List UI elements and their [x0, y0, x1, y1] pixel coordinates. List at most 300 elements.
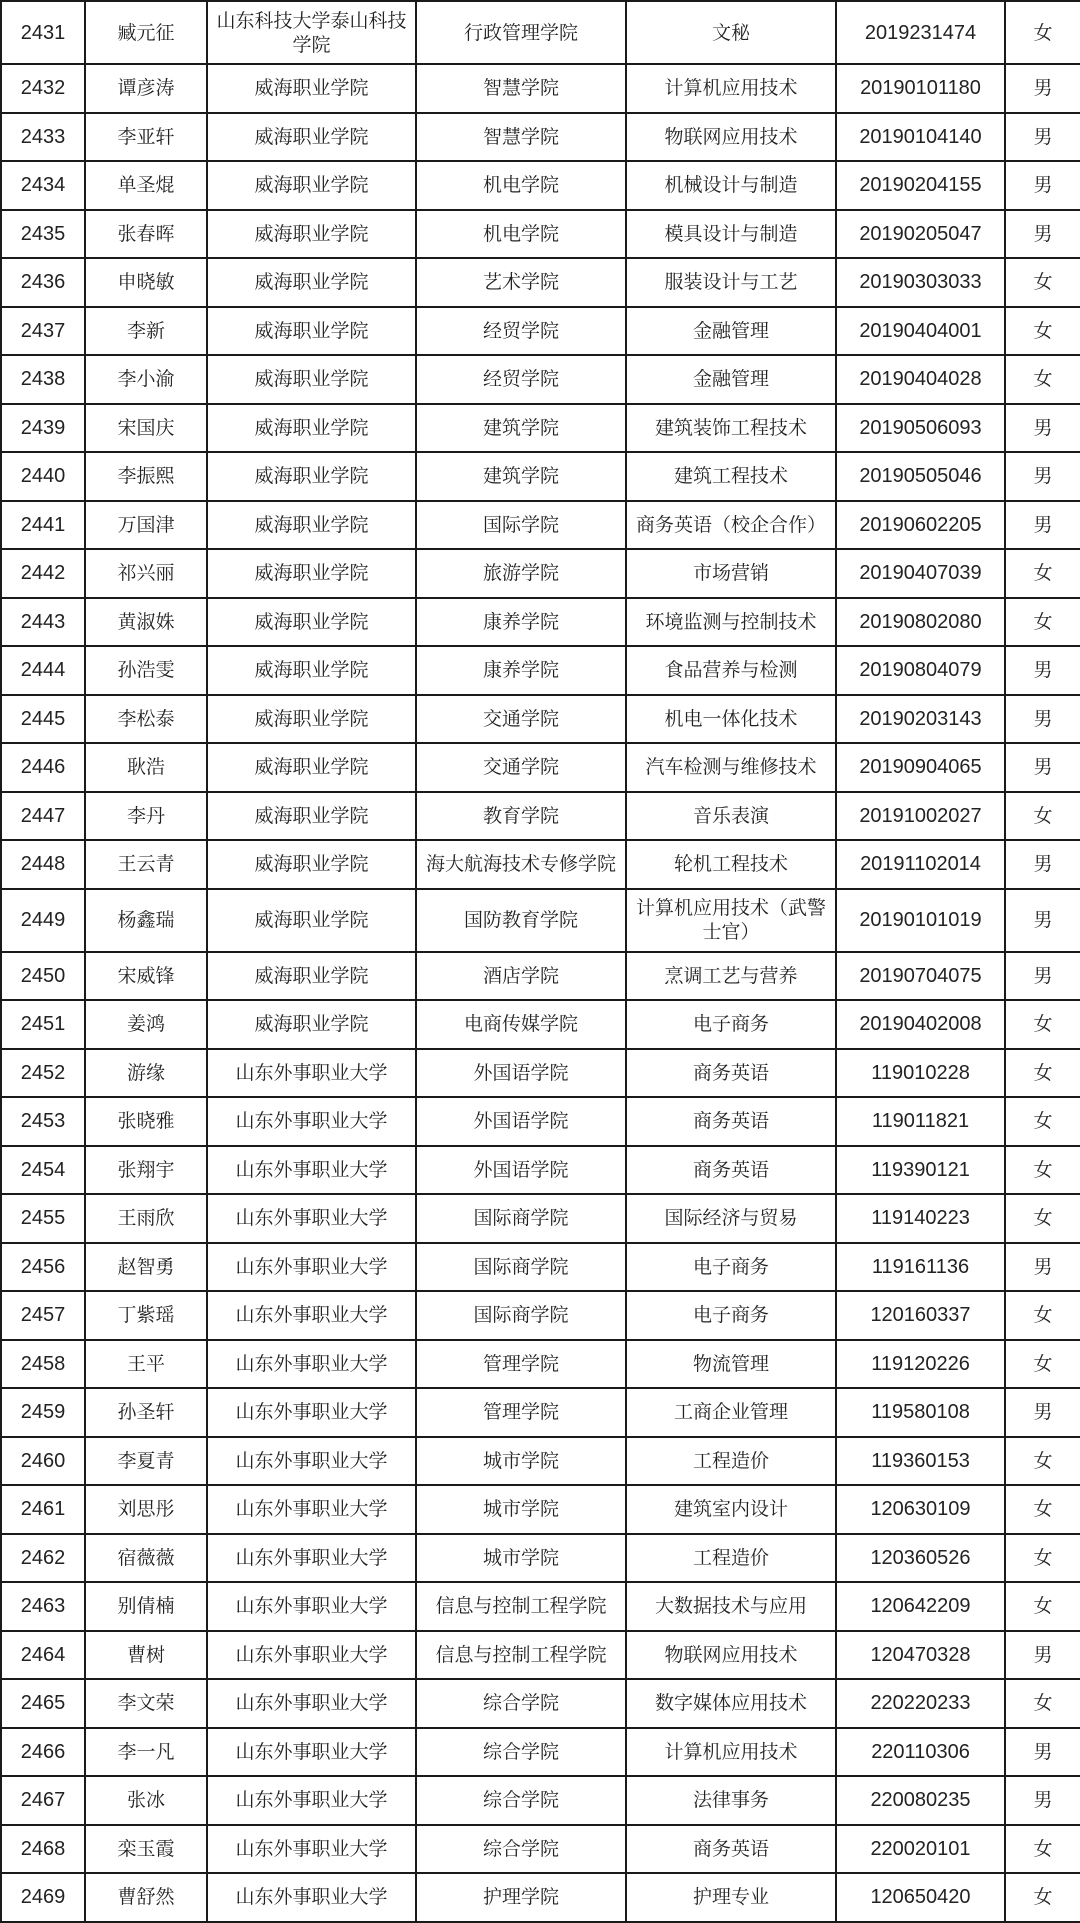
student-id-cell: 20190802080 — [836, 598, 1005, 647]
student-id-cell: 120642209 — [836, 1582, 1005, 1631]
major-name-cell: 电子商务 — [626, 1243, 836, 1292]
gender-cell: 男 — [1005, 889, 1080, 952]
major-name-cell: 大数据技术与应用 — [626, 1582, 836, 1631]
table-row — [1, 1485, 1080, 1534]
table-row — [1, 646, 1080, 695]
row-number-cell: 2466 — [1, 1728, 85, 1777]
student-id-cell: 119120226 — [836, 1340, 1005, 1389]
row-number-cell: 2444 — [1, 646, 85, 695]
row-number-cell: 2457 — [1, 1291, 85, 1340]
college-name-cell: 经贸学院 — [416, 307, 626, 356]
gender-cell: 女 — [1005, 258, 1080, 307]
table-row — [1, 355, 1080, 404]
major-name-cell: 计算机应用技术（武警士官） — [626, 889, 836, 952]
gender-cell: 男 — [1005, 743, 1080, 792]
student-id-cell: 119360153 — [836, 1437, 1005, 1486]
student-name-cell: 赵智勇 — [85, 1243, 207, 1292]
college-name-cell: 综合学院 — [416, 1776, 626, 1825]
student-id-cell: 20190204155 — [836, 161, 1005, 210]
gender-cell: 男 — [1005, 161, 1080, 210]
student-id-cell: 120360526 — [836, 1534, 1005, 1583]
gender-cell: 男 — [1005, 501, 1080, 550]
table-row — [1, 840, 1080, 889]
table-row — [1, 1291, 1080, 1340]
table-row — [1, 889, 1080, 952]
school-name-cell: 威海职业学院 — [207, 792, 416, 841]
student-name-cell: 李亚轩 — [85, 113, 207, 162]
student-name-cell: 李夏青 — [85, 1437, 207, 1486]
college-name-cell: 海大航海技术专修学院 — [416, 840, 626, 889]
major-name-cell: 商务英语（校企合作） — [626, 501, 836, 550]
gender-cell: 女 — [1005, 549, 1080, 598]
student-name-cell: 游缘 — [85, 1049, 207, 1098]
student-id-cell: 20190804079 — [836, 646, 1005, 695]
student-id-cell: 20190404028 — [836, 355, 1005, 404]
gender-cell: 男 — [1005, 646, 1080, 695]
table-row — [1, 1388, 1080, 1437]
school-name-cell: 山东外事职业大学 — [207, 1728, 416, 1777]
table-row — [1, 1243, 1080, 1292]
row-number-cell: 2463 — [1, 1582, 85, 1631]
college-name-cell: 经贸学院 — [416, 355, 626, 404]
table-row — [1, 743, 1080, 792]
college-name-cell: 管理学院 — [416, 1340, 626, 1389]
gender-cell: 男 — [1005, 404, 1080, 453]
major-name-cell: 物联网应用技术 — [626, 1631, 836, 1680]
student-id-cell: 119011821 — [836, 1097, 1005, 1146]
table-row — [1, 258, 1080, 307]
student-name-cell: 张冰 — [85, 1776, 207, 1825]
gender-cell: 男 — [1005, 452, 1080, 501]
gender-cell: 女 — [1005, 1437, 1080, 1486]
row-number-cell: 2443 — [1, 598, 85, 647]
major-name-cell: 建筑工程技术 — [626, 452, 836, 501]
row-number-cell: 2441 — [1, 501, 85, 550]
college-name-cell: 城市学院 — [416, 1437, 626, 1486]
student-id-cell: 120160337 — [836, 1291, 1005, 1340]
row-number-cell: 2435 — [1, 210, 85, 259]
row-number-cell: 2445 — [1, 695, 85, 744]
student-name-cell: 孙圣轩 — [85, 1388, 207, 1437]
table-row — [1, 695, 1080, 744]
row-number-cell: 2453 — [1, 1097, 85, 1146]
student-id-cell: 220110306 — [836, 1728, 1005, 1777]
student-name-cell: 李新 — [85, 307, 207, 356]
major-name-cell: 计算机应用技术 — [626, 64, 836, 113]
college-name-cell: 行政管理学院 — [416, 1, 626, 64]
row-number-cell: 2469 — [1, 1873, 85, 1922]
row-number-cell: 2460 — [1, 1437, 85, 1486]
student-name-cell: 黄淑姝 — [85, 598, 207, 647]
table-row — [1, 64, 1080, 113]
school-name-cell: 威海职业学院 — [207, 355, 416, 404]
gender-cell: 女 — [1005, 1582, 1080, 1631]
school-name-cell: 威海职业学院 — [207, 258, 416, 307]
gender-cell: 女 — [1005, 1534, 1080, 1583]
row-number-cell: 2449 — [1, 889, 85, 952]
student-name-cell: 申晓敏 — [85, 258, 207, 307]
student-name-cell: 臧元征 — [85, 1, 207, 64]
gender-cell: 女 — [1005, 1825, 1080, 1874]
student-name-cell: 曹树 — [85, 1631, 207, 1680]
college-name-cell: 外国语学院 — [416, 1146, 626, 1195]
gender-cell: 男 — [1005, 1728, 1080, 1777]
college-name-cell: 康养学院 — [416, 598, 626, 647]
gender-cell: 男 — [1005, 1243, 1080, 1292]
student-name-cell: 耿浩 — [85, 743, 207, 792]
table-row — [1, 1, 1080, 64]
student-id-cell: 220080235 — [836, 1776, 1005, 1825]
gender-cell: 女 — [1005, 355, 1080, 404]
student-id-cell: 220220233 — [836, 1679, 1005, 1728]
school-name-cell: 威海职业学院 — [207, 646, 416, 695]
school-name-cell: 威海职业学院 — [207, 889, 416, 952]
student-id-cell: 220020101 — [836, 1825, 1005, 1874]
row-number-cell: 2433 — [1, 113, 85, 162]
row-number-cell: 2461 — [1, 1485, 85, 1534]
row-number-cell: 2437 — [1, 307, 85, 356]
table-row — [1, 1631, 1080, 1680]
student-id-cell: 20190602205 — [836, 501, 1005, 550]
school-name-cell: 山东外事职业大学 — [207, 1146, 416, 1195]
table-row — [1, 792, 1080, 841]
table-row — [1, 1146, 1080, 1195]
student-name-cell: 王雨欣 — [85, 1194, 207, 1243]
student-id-cell: 2019231474 — [836, 1, 1005, 64]
major-name-cell: 护理专业 — [626, 1873, 836, 1922]
college-name-cell: 城市学院 — [416, 1534, 626, 1583]
major-name-cell: 商务英语 — [626, 1049, 836, 1098]
student-id-cell: 119390121 — [836, 1146, 1005, 1195]
major-name-cell: 金融管理 — [626, 307, 836, 356]
row-number-cell: 2468 — [1, 1825, 85, 1874]
student-name-cell: 王云青 — [85, 840, 207, 889]
table-row — [1, 1776, 1080, 1825]
student-id-cell: 20190904065 — [836, 743, 1005, 792]
major-name-cell: 文秘 — [626, 1, 836, 64]
school-name-cell: 山东外事职业大学 — [207, 1340, 416, 1389]
table-row — [1, 1582, 1080, 1631]
school-name-cell: 威海职业学院 — [207, 743, 416, 792]
student-name-cell: 李松泰 — [85, 695, 207, 744]
gender-cell: 女 — [1005, 1097, 1080, 1146]
row-number-cell: 2458 — [1, 1340, 85, 1389]
row-number-cell: 2438 — [1, 355, 85, 404]
student-name-cell: 李小渝 — [85, 355, 207, 404]
student-id-cell: 20190101019 — [836, 889, 1005, 952]
student-name-cell: 李丹 — [85, 792, 207, 841]
college-name-cell: 交通学院 — [416, 695, 626, 744]
row-number-cell: 2448 — [1, 840, 85, 889]
gender-cell: 男 — [1005, 1776, 1080, 1825]
school-name-cell: 山东外事职业大学 — [207, 1873, 416, 1922]
major-name-cell: 商务英语 — [626, 1825, 836, 1874]
gender-cell: 男 — [1005, 840, 1080, 889]
major-name-cell: 食品营养与检测 — [626, 646, 836, 695]
major-name-cell: 服装设计与工艺 — [626, 258, 836, 307]
major-name-cell: 电子商务 — [626, 1000, 836, 1049]
gender-cell: 男 — [1005, 695, 1080, 744]
college-name-cell: 综合学院 — [416, 1728, 626, 1777]
student-name-cell: 丁紫瑶 — [85, 1291, 207, 1340]
school-name-cell: 威海职业学院 — [207, 952, 416, 1001]
table-row — [1, 1873, 1080, 1922]
student-name-cell: 李一凡 — [85, 1728, 207, 1777]
student-id-cell: 120630109 — [836, 1485, 1005, 1534]
table-row — [1, 549, 1080, 598]
student-name-cell: 李文荣 — [85, 1679, 207, 1728]
student-id-cell: 20190104140 — [836, 113, 1005, 162]
school-name-cell: 威海职业学院 — [207, 210, 416, 259]
school-name-cell: 山东外事职业大学 — [207, 1825, 416, 1874]
student-name-cell: 王平 — [85, 1340, 207, 1389]
table-row — [1, 1534, 1080, 1583]
student-id-cell: 20190205047 — [836, 210, 1005, 259]
gender-cell: 女 — [1005, 1146, 1080, 1195]
table-row — [1, 161, 1080, 210]
school-name-cell: 山东外事职业大学 — [207, 1243, 416, 1292]
row-number-cell: 2442 — [1, 549, 85, 598]
school-name-cell: 威海职业学院 — [207, 1000, 416, 1049]
gender-cell: 男 — [1005, 952, 1080, 1001]
row-number-cell: 2454 — [1, 1146, 85, 1195]
school-name-cell: 山东外事职业大学 — [207, 1194, 416, 1243]
gender-cell: 男 — [1005, 64, 1080, 113]
college-name-cell: 外国语学院 — [416, 1049, 626, 1098]
student-name-cell: 杨鑫瑞 — [85, 889, 207, 952]
college-name-cell: 酒店学院 — [416, 952, 626, 1001]
school-name-cell: 威海职业学院 — [207, 452, 416, 501]
college-name-cell: 国防教育学院 — [416, 889, 626, 952]
gender-cell: 女 — [1005, 1000, 1080, 1049]
row-number-cell: 2432 — [1, 64, 85, 113]
major-name-cell: 工程造价 — [626, 1534, 836, 1583]
gender-cell: 女 — [1005, 1873, 1080, 1922]
gender-cell: 女 — [1005, 307, 1080, 356]
major-name-cell: 商务英语 — [626, 1097, 836, 1146]
student-id-cell: 20190505046 — [836, 452, 1005, 501]
table-row — [1, 501, 1080, 550]
major-name-cell: 音乐表演 — [626, 792, 836, 841]
college-name-cell: 国际学院 — [416, 501, 626, 550]
major-name-cell: 国际经济与贸易 — [626, 1194, 836, 1243]
student-name-cell: 张春晖 — [85, 210, 207, 259]
row-number-cell: 2451 — [1, 1000, 85, 1049]
student-name-cell: 栾玉霞 — [85, 1825, 207, 1874]
college-name-cell: 康养学院 — [416, 646, 626, 695]
college-name-cell: 管理学院 — [416, 1388, 626, 1437]
student-id-cell: 20190404001 — [836, 307, 1005, 356]
major-name-cell: 电子商务 — [626, 1291, 836, 1340]
student-id-cell: 20190506093 — [836, 404, 1005, 453]
major-name-cell: 物流管理 — [626, 1340, 836, 1389]
school-name-cell: 山东外事职业大学 — [207, 1631, 416, 1680]
student-name-cell: 宋威锋 — [85, 952, 207, 1001]
college-name-cell: 艺术学院 — [416, 258, 626, 307]
table-row — [1, 1049, 1080, 1098]
college-name-cell: 建筑学院 — [416, 404, 626, 453]
college-name-cell: 城市学院 — [416, 1485, 626, 1534]
table-row — [1, 307, 1080, 356]
major-name-cell: 金融管理 — [626, 355, 836, 404]
major-name-cell: 建筑室内设计 — [626, 1485, 836, 1534]
row-number-cell: 2455 — [1, 1194, 85, 1243]
college-name-cell: 机电学院 — [416, 161, 626, 210]
table-row — [1, 1340, 1080, 1389]
student-name-cell: 李振熙 — [85, 452, 207, 501]
major-name-cell: 烹调工艺与营养 — [626, 952, 836, 1001]
school-name-cell: 山东科技大学泰山科技学院 — [207, 1, 416, 64]
college-name-cell: 交通学院 — [416, 743, 626, 792]
student-id-cell: 20190203143 — [836, 695, 1005, 744]
student-name-cell: 张晓雅 — [85, 1097, 207, 1146]
major-name-cell: 数字媒体应用技术 — [626, 1679, 836, 1728]
student-name-cell: 曹舒然 — [85, 1873, 207, 1922]
row-number-cell: 2436 — [1, 258, 85, 307]
college-name-cell: 国际商学院 — [416, 1194, 626, 1243]
school-name-cell: 山东外事职业大学 — [207, 1679, 416, 1728]
row-number-cell: 2450 — [1, 952, 85, 1001]
student-id-cell: 20191102014 — [836, 840, 1005, 889]
student-id-cell: 119161136 — [836, 1243, 1005, 1292]
row-number-cell: 2446 — [1, 743, 85, 792]
table-row — [1, 1728, 1080, 1777]
student-name-cell: 单圣焜 — [85, 161, 207, 210]
major-name-cell: 建筑装饰工程技术 — [626, 404, 836, 453]
student-name-cell: 万国津 — [85, 501, 207, 550]
major-name-cell: 法律事务 — [626, 1776, 836, 1825]
table-row — [1, 952, 1080, 1001]
major-name-cell: 机电一体化技术 — [626, 695, 836, 744]
row-number-cell: 2439 — [1, 404, 85, 453]
college-name-cell: 国际商学院 — [416, 1243, 626, 1292]
school-name-cell: 山东外事职业大学 — [207, 1388, 416, 1437]
student-name-cell: 宋国庆 — [85, 404, 207, 453]
gender-cell: 女 — [1005, 1194, 1080, 1243]
table-row — [1, 404, 1080, 453]
school-name-cell: 威海职业学院 — [207, 598, 416, 647]
major-name-cell: 物联网应用技术 — [626, 113, 836, 162]
major-name-cell: 工商企业管理 — [626, 1388, 836, 1437]
school-name-cell: 威海职业学院 — [207, 64, 416, 113]
student-name-cell: 别倩楠 — [85, 1582, 207, 1631]
school-name-cell: 山东外事职业大学 — [207, 1534, 416, 1583]
school-name-cell: 山东外事职业大学 — [207, 1776, 416, 1825]
college-name-cell: 综合学院 — [416, 1825, 626, 1874]
student-name-cell: 张翔宇 — [85, 1146, 207, 1195]
table-row — [1, 1437, 1080, 1486]
row-number-cell: 2464 — [1, 1631, 85, 1680]
row-number-cell: 2462 — [1, 1534, 85, 1583]
college-name-cell: 教育学院 — [416, 792, 626, 841]
college-name-cell: 外国语学院 — [416, 1097, 626, 1146]
student-name-cell: 祁兴丽 — [85, 549, 207, 598]
major-name-cell: 轮机工程技术 — [626, 840, 836, 889]
college-name-cell: 建筑学院 — [416, 452, 626, 501]
college-name-cell: 国际商学院 — [416, 1291, 626, 1340]
gender-cell: 女 — [1005, 1340, 1080, 1389]
student-id-cell: 20191002027 — [836, 792, 1005, 841]
school-name-cell: 山东外事职业大学 — [207, 1097, 416, 1146]
college-name-cell: 信息与控制工程学院 — [416, 1582, 626, 1631]
major-name-cell: 汽车检测与维修技术 — [626, 743, 836, 792]
table-row — [1, 1679, 1080, 1728]
major-name-cell: 工程造价 — [626, 1437, 836, 1486]
table-row — [1, 598, 1080, 647]
table-row — [1, 1000, 1080, 1049]
school-name-cell: 威海职业学院 — [207, 549, 416, 598]
student-id-cell: 20190407039 — [836, 549, 1005, 598]
school-name-cell: 山东外事职业大学 — [207, 1291, 416, 1340]
school-name-cell: 威海职业学院 — [207, 404, 416, 453]
student-id-cell: 119010228 — [836, 1049, 1005, 1098]
row-number-cell: 2467 — [1, 1776, 85, 1825]
table-row — [1, 1097, 1080, 1146]
gender-cell: 男 — [1005, 1388, 1080, 1437]
school-name-cell: 威海职业学院 — [207, 161, 416, 210]
student-id-cell: 119140223 — [836, 1194, 1005, 1243]
school-name-cell: 威海职业学院 — [207, 840, 416, 889]
student-id-cell: 120470328 — [836, 1631, 1005, 1680]
student-id-cell: 119580108 — [836, 1388, 1005, 1437]
college-name-cell: 旅游学院 — [416, 549, 626, 598]
table-row — [1, 210, 1080, 259]
major-name-cell: 模具设计与制造 — [626, 210, 836, 259]
school-name-cell: 威海职业学院 — [207, 307, 416, 356]
school-name-cell: 威海职业学院 — [207, 113, 416, 162]
major-name-cell: 环境监测与控制技术 — [626, 598, 836, 647]
college-name-cell: 智慧学院 — [416, 64, 626, 113]
college-name-cell: 智慧学院 — [416, 113, 626, 162]
gender-cell: 男 — [1005, 210, 1080, 259]
student-name-cell: 宿薇薇 — [85, 1534, 207, 1583]
gender-cell: 女 — [1005, 792, 1080, 841]
gender-cell: 女 — [1005, 1291, 1080, 1340]
college-name-cell: 信息与控制工程学院 — [416, 1631, 626, 1680]
school-name-cell: 山东外事职业大学 — [207, 1437, 416, 1486]
table-row — [1, 113, 1080, 162]
row-number-cell: 2456 — [1, 1243, 85, 1292]
table-row — [1, 452, 1080, 501]
major-name-cell: 机械设计与制造 — [626, 161, 836, 210]
student-name-cell: 刘思彤 — [85, 1485, 207, 1534]
table-body — [1, 1, 1080, 1922]
row-number-cell: 2452 — [1, 1049, 85, 1098]
row-number-cell: 2465 — [1, 1679, 85, 1728]
row-number-cell: 2434 — [1, 161, 85, 210]
gender-cell: 女 — [1005, 1679, 1080, 1728]
table-row — [1, 1825, 1080, 1874]
school-name-cell: 山东外事职业大学 — [207, 1485, 416, 1534]
college-name-cell: 综合学院 — [416, 1679, 626, 1728]
college-name-cell: 护理学院 — [416, 1873, 626, 1922]
student-name-cell: 姜鸿 — [85, 1000, 207, 1049]
school-name-cell: 威海职业学院 — [207, 695, 416, 744]
major-name-cell: 计算机应用技术 — [626, 1728, 836, 1777]
gender-cell: 女 — [1005, 598, 1080, 647]
student-name-cell: 谭彦涛 — [85, 64, 207, 113]
college-name-cell: 电商传媒学院 — [416, 1000, 626, 1049]
student-id-cell: 20190402008 — [836, 1000, 1005, 1049]
student-id-cell: 20190704075 — [836, 952, 1005, 1001]
table-row — [1, 1194, 1080, 1243]
major-name-cell: 商务英语 — [626, 1146, 836, 1195]
row-number-cell: 2440 — [1, 452, 85, 501]
school-name-cell: 威海职业学院 — [207, 501, 416, 550]
row-number-cell: 2447 — [1, 792, 85, 841]
row-number-cell: 2459 — [1, 1388, 85, 1437]
row-number-cell: 2431 — [1, 1, 85, 64]
